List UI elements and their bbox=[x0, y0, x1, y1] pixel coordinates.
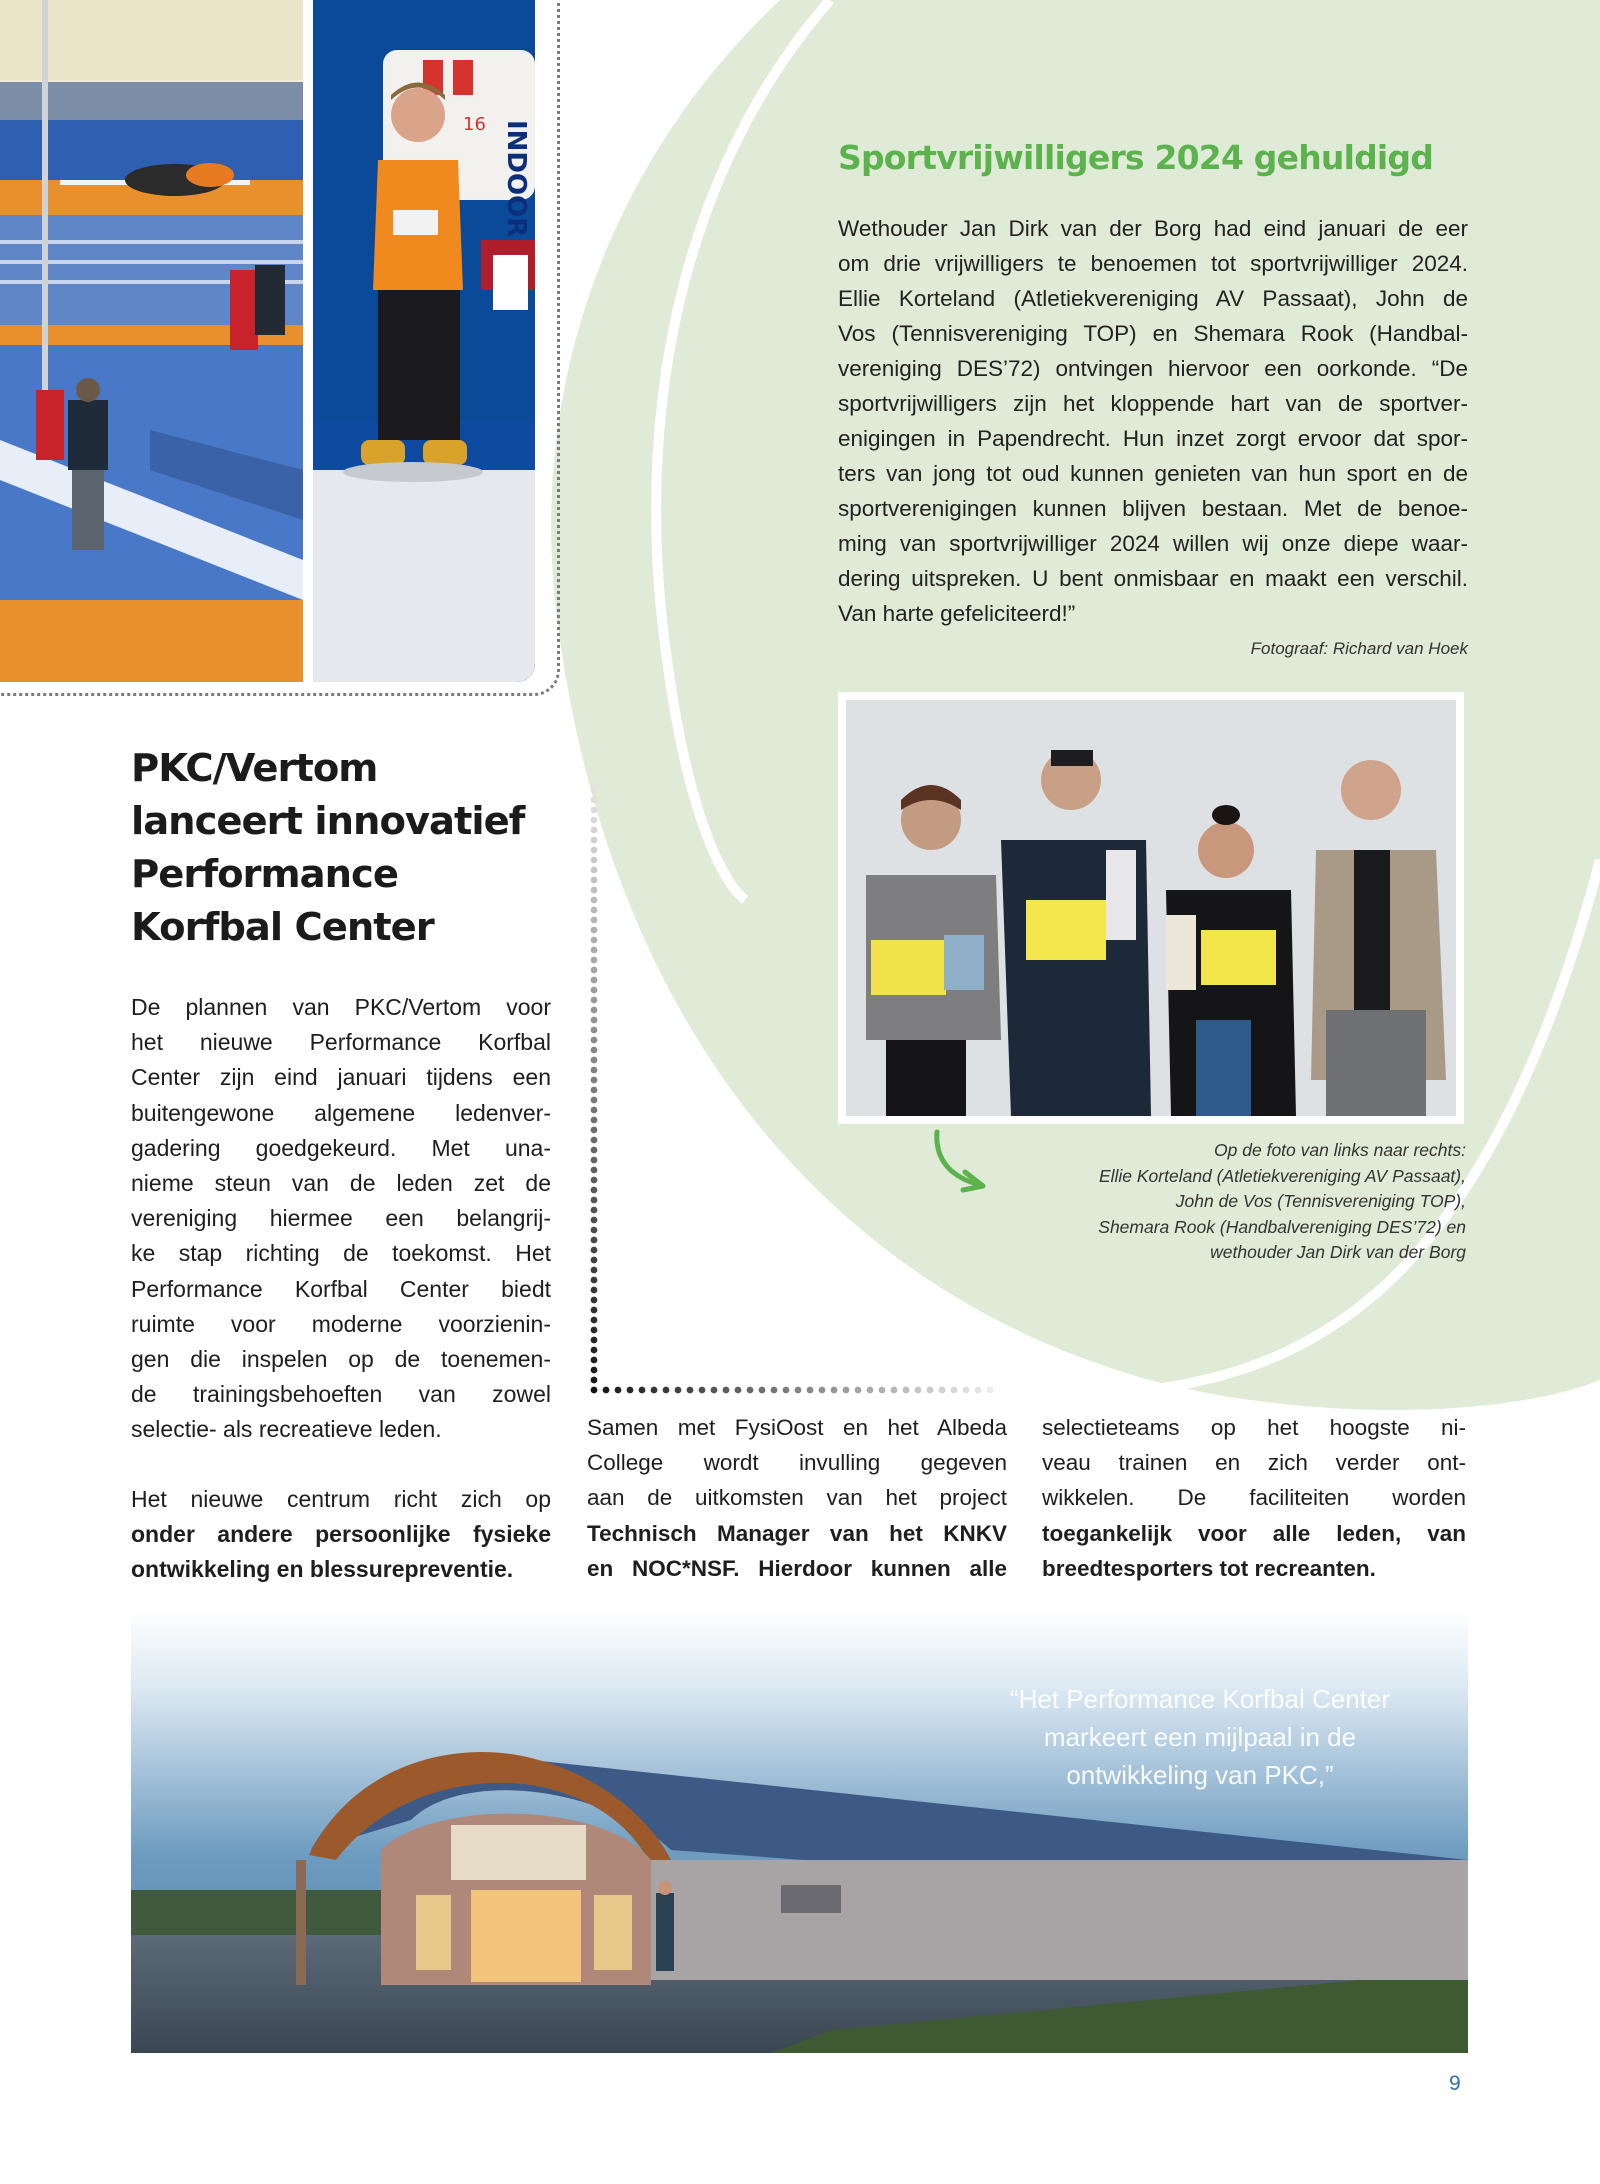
divider-dot bbox=[591, 877, 598, 884]
body-line: ruimte voor moderne voorzienin- bbox=[131, 1310, 551, 1337]
divider-dot bbox=[807, 1387, 814, 1394]
body-line: buitengewone algemene ledenver- bbox=[131, 1099, 551, 1126]
page-number: 9 bbox=[1449, 2072, 1461, 2095]
divider-dot bbox=[951, 1387, 958, 1394]
divider-dot bbox=[591, 837, 598, 844]
divider-dot bbox=[591, 1357, 598, 1364]
divider-dot bbox=[591, 1017, 598, 1024]
divider-dot bbox=[879, 1387, 886, 1394]
title-line: PKC/Vertom bbox=[131, 746, 378, 791]
divider-dot bbox=[591, 797, 598, 804]
divider-dot bbox=[663, 1387, 670, 1394]
divider-dot bbox=[591, 967, 598, 974]
divider-dot bbox=[903, 1387, 910, 1394]
body-line: Center zijn eind januari tijdens een bbox=[131, 1064, 551, 1091]
pull-quote bbox=[955, 1680, 1445, 1794]
divider-dot bbox=[591, 1377, 598, 1384]
divider-dot bbox=[699, 1387, 706, 1394]
divider-dot bbox=[591, 787, 598, 794]
divider-dot bbox=[591, 847, 598, 854]
divider-dot bbox=[591, 997, 598, 1004]
divider-dot bbox=[939, 1387, 946, 1394]
divider-dot bbox=[591, 987, 598, 994]
caption-line: Ellie Korteland (Atletiekvereniging AV Passaat), bbox=[1098, 1165, 1466, 1186]
divider-dot bbox=[591, 977, 598, 984]
divider-dot bbox=[591, 1137, 598, 1144]
body-line: Ellie Korteland (Atletiekvereniging AV Passaat), John de bbox=[838, 286, 1468, 311]
pkc-column-1 bbox=[131, 990, 551, 1448]
sportvrijwilligers-article bbox=[838, 138, 1468, 659]
title-line: lanceert innovatief bbox=[131, 799, 525, 844]
divider-dot bbox=[591, 1007, 598, 1014]
divider-dot bbox=[591, 1047, 598, 1054]
body-line: om drie vrijwilligers te benoemen tot sportvrijwilliger 2024. bbox=[838, 251, 1468, 276]
body-line-bold: breedtesporters tot recreanten. bbox=[1042, 1555, 1376, 1581]
body-line: vereniging DES’72) ontvingen hiervoor een oorkonde. “De bbox=[838, 356, 1468, 381]
divider-dot bbox=[591, 927, 598, 934]
divider-dot bbox=[591, 1227, 598, 1234]
body-line: enigingen in Papendrecht. Hun inzet zorgt ervoor dat spor- bbox=[838, 426, 1468, 451]
body-line: nieme steun van de leden zet de bbox=[131, 1170, 551, 1197]
athlete-photo bbox=[313, 0, 535, 682]
divider-dot bbox=[831, 1387, 838, 1394]
body-line: Samen met FysiOost en het Albeda bbox=[587, 1415, 1007, 1440]
body-line: De plannen van PKC/Vertom voor bbox=[131, 994, 551, 1020]
divider-dot bbox=[711, 1387, 718, 1394]
body-line: Performance Korfbal Center biedt bbox=[131, 1275, 551, 1302]
divider-dot bbox=[591, 1117, 598, 1124]
body-line: Wethouder Jan Dirk van der Borg had eind januari de eer bbox=[838, 216, 1468, 241]
body-line: veau trainen en zich verder ont- bbox=[1042, 1450, 1466, 1476]
body-line: ke stap richting de toekomst. Het bbox=[131, 1240, 551, 1267]
divider-dot bbox=[591, 1157, 598, 1164]
quote-line: ontwikkeling van PKC,” bbox=[1066, 1760, 1334, 1790]
divider-dot bbox=[987, 1387, 994, 1394]
title-line: Korfbal Center bbox=[131, 905, 434, 950]
body-line: Van harte gefeliciteerd!” bbox=[838, 601, 1076, 626]
divider-dot bbox=[615, 1387, 622, 1394]
divider-dot bbox=[591, 907, 598, 914]
divider-dot bbox=[591, 1237, 598, 1244]
divider-dot bbox=[591, 1147, 598, 1154]
body-line: College wordt invulling gegeven bbox=[587, 1450, 1007, 1476]
divider-dot bbox=[591, 1177, 598, 1184]
body-line: vereniging hiermee een belangrij- bbox=[131, 1205, 551, 1232]
divider-dot bbox=[975, 1387, 982, 1394]
divider-dot bbox=[651, 1387, 658, 1394]
svg-text:16: 16 bbox=[463, 114, 486, 135]
body-line: selectie- als recreatieve leden. bbox=[131, 1416, 442, 1443]
divider-dot bbox=[927, 1387, 934, 1394]
sportvrijwilligers-body bbox=[838, 211, 1468, 631]
divider-dot bbox=[591, 1057, 598, 1064]
divider-dot bbox=[591, 827, 598, 834]
divider-dot bbox=[591, 887, 598, 894]
divider-dot bbox=[591, 1107, 598, 1114]
divider-dot bbox=[867, 1387, 874, 1394]
body-line-bold: onder andere persoonlijke fysieke bbox=[131, 1521, 551, 1548]
svg-text:INDOOR: INDOOR bbox=[501, 120, 531, 238]
divider-dot bbox=[819, 1387, 826, 1394]
divider-dot bbox=[591, 1337, 598, 1344]
caption-line: John de Vos (Tennisvereniging TOP), bbox=[1175, 1191, 1466, 1211]
body-line: selectieteams op het hoogste ni- bbox=[1042, 1415, 1466, 1440]
pkc-column-1-paragraph-2 bbox=[131, 1482, 551, 1588]
divider-dot bbox=[591, 1037, 598, 1044]
caption-line: wethouder Jan Dirk van der Borg bbox=[1210, 1242, 1466, 1262]
divider-dot bbox=[591, 1207, 598, 1214]
divider-dot bbox=[591, 1217, 598, 1224]
group-photo-caption bbox=[1000, 1138, 1466, 1266]
divider-dot bbox=[591, 1067, 598, 1074]
divider-dot bbox=[747, 1387, 754, 1394]
dotted-divider bbox=[580, 780, 1000, 1400]
title-line: Performance bbox=[131, 852, 398, 897]
pkc-column-2 bbox=[587, 1410, 1007, 1586]
divider-dot bbox=[591, 1297, 598, 1304]
divider-dot bbox=[591, 1277, 598, 1284]
divider-dot bbox=[591, 1387, 598, 1394]
body-line: gen die inspelen op de toenemen- bbox=[131, 1346, 551, 1373]
divider-dot bbox=[591, 1327, 598, 1334]
divider-dot bbox=[591, 1097, 598, 1104]
body-line: de trainingsbehoeften van zowel bbox=[131, 1381, 551, 1408]
divider-dot bbox=[639, 1387, 646, 1394]
building-photo bbox=[131, 1610, 1468, 2053]
body-line-bold: toegankelijk voor alle leden, van bbox=[1042, 1520, 1466, 1546]
body-line: aan de uitkomsten van het project bbox=[587, 1485, 1007, 1511]
divider-dot bbox=[591, 1347, 598, 1354]
pkc-article-title bbox=[131, 742, 591, 954]
divider-dot bbox=[759, 1387, 766, 1394]
divider-dot bbox=[591, 1367, 598, 1374]
divider-dot bbox=[591, 1187, 598, 1194]
caption-line: Shemara Rook (Handbalvereniging DES’72) en bbox=[1098, 1216, 1466, 1237]
divider-dot bbox=[675, 1387, 682, 1394]
body-line: gadering goedgekeurd. Met una- bbox=[131, 1134, 551, 1161]
divider-dot bbox=[891, 1387, 898, 1394]
divider-dot bbox=[627, 1387, 634, 1394]
divider-dot bbox=[591, 1027, 598, 1034]
divider-dot bbox=[591, 807, 598, 814]
divider-dot bbox=[963, 1387, 970, 1394]
body-line: het nieuwe Performance Korfbal bbox=[131, 1029, 551, 1056]
body-line: sportverenigingen kunnen blijven bestaan. Met de benoe- bbox=[838, 496, 1468, 521]
body-line-bold: Technisch Manager van het KNKV bbox=[587, 1520, 1007, 1546]
divider-dot bbox=[591, 947, 598, 954]
divider-dot bbox=[591, 1167, 598, 1174]
quote-line: markeert een mijlpaal in de bbox=[1043, 1722, 1357, 1752]
divider-dot bbox=[591, 917, 598, 924]
high-jump-photo bbox=[0, 0, 303, 682]
divider-dot bbox=[723, 1387, 730, 1394]
photo-credit: Fotograaf: Richard van Hoek bbox=[1250, 639, 1468, 658]
body-line: sportvrijwilligers zijn het kloppende hart van de sportver- bbox=[838, 391, 1468, 416]
divider-dot bbox=[591, 937, 598, 944]
body-line: dering uitspreken. U bent onmisbaar en maakt een verschil. bbox=[838, 566, 1468, 591]
divider-dot bbox=[591, 1267, 598, 1274]
divider-dot bbox=[591, 897, 598, 904]
divider-dot bbox=[591, 817, 598, 824]
divider-dot bbox=[843, 1387, 850, 1394]
divider-dot bbox=[591, 1307, 598, 1314]
pkc-column-3 bbox=[1042, 1410, 1466, 1586]
divider-dot bbox=[855, 1387, 862, 1394]
divider-dot bbox=[795, 1387, 802, 1394]
divider-dot bbox=[591, 1087, 598, 1094]
sportvrijwilligers-title: Sportvrijwilligers 2024 gehuldigd bbox=[838, 138, 1434, 177]
caption-line: Op de foto van links naar rechts: bbox=[1214, 1140, 1466, 1160]
divider-dot bbox=[591, 1247, 598, 1254]
divider-dot bbox=[915, 1387, 922, 1394]
divider-dot bbox=[591, 957, 598, 964]
divider-dot bbox=[591, 1197, 598, 1204]
divider-dot bbox=[735, 1387, 742, 1394]
body-line-bold: en NOC*NSF. Hierdoor kunnen alle bbox=[587, 1555, 1007, 1581]
body-line: Het nieuwe centrum richt zich op bbox=[131, 1486, 551, 1512]
divider-dot bbox=[603, 1387, 610, 1394]
body-line: wikkelen. De faciliteiten worden bbox=[1042, 1485, 1466, 1511]
body-line: Vos (Tennisvereniging TOP) en Shemara Rook (Handbal- bbox=[838, 321, 1468, 346]
divider-dot bbox=[591, 1077, 598, 1084]
body-line: ters van jong tot oud kunnen genieten van hun sport en de bbox=[838, 461, 1468, 486]
divider-dot bbox=[591, 1317, 598, 1324]
body-line: ming van sportvrijwilliger 2024 willen wij onze diepe waar- bbox=[838, 531, 1468, 556]
divider-dot bbox=[591, 1287, 598, 1294]
divider-dot bbox=[771, 1387, 778, 1394]
body-line-bold: ontwikkeling en blessurepreventie. bbox=[131, 1556, 514, 1583]
divider-dot bbox=[591, 1257, 598, 1264]
divider-dot bbox=[783, 1387, 790, 1394]
divider-dot bbox=[591, 857, 598, 864]
quote-line: “Het Performance Korfbal Center bbox=[1009, 1684, 1391, 1714]
divider-dot bbox=[687, 1387, 694, 1394]
divider-dot bbox=[591, 867, 598, 874]
divider-dot bbox=[591, 1127, 598, 1134]
